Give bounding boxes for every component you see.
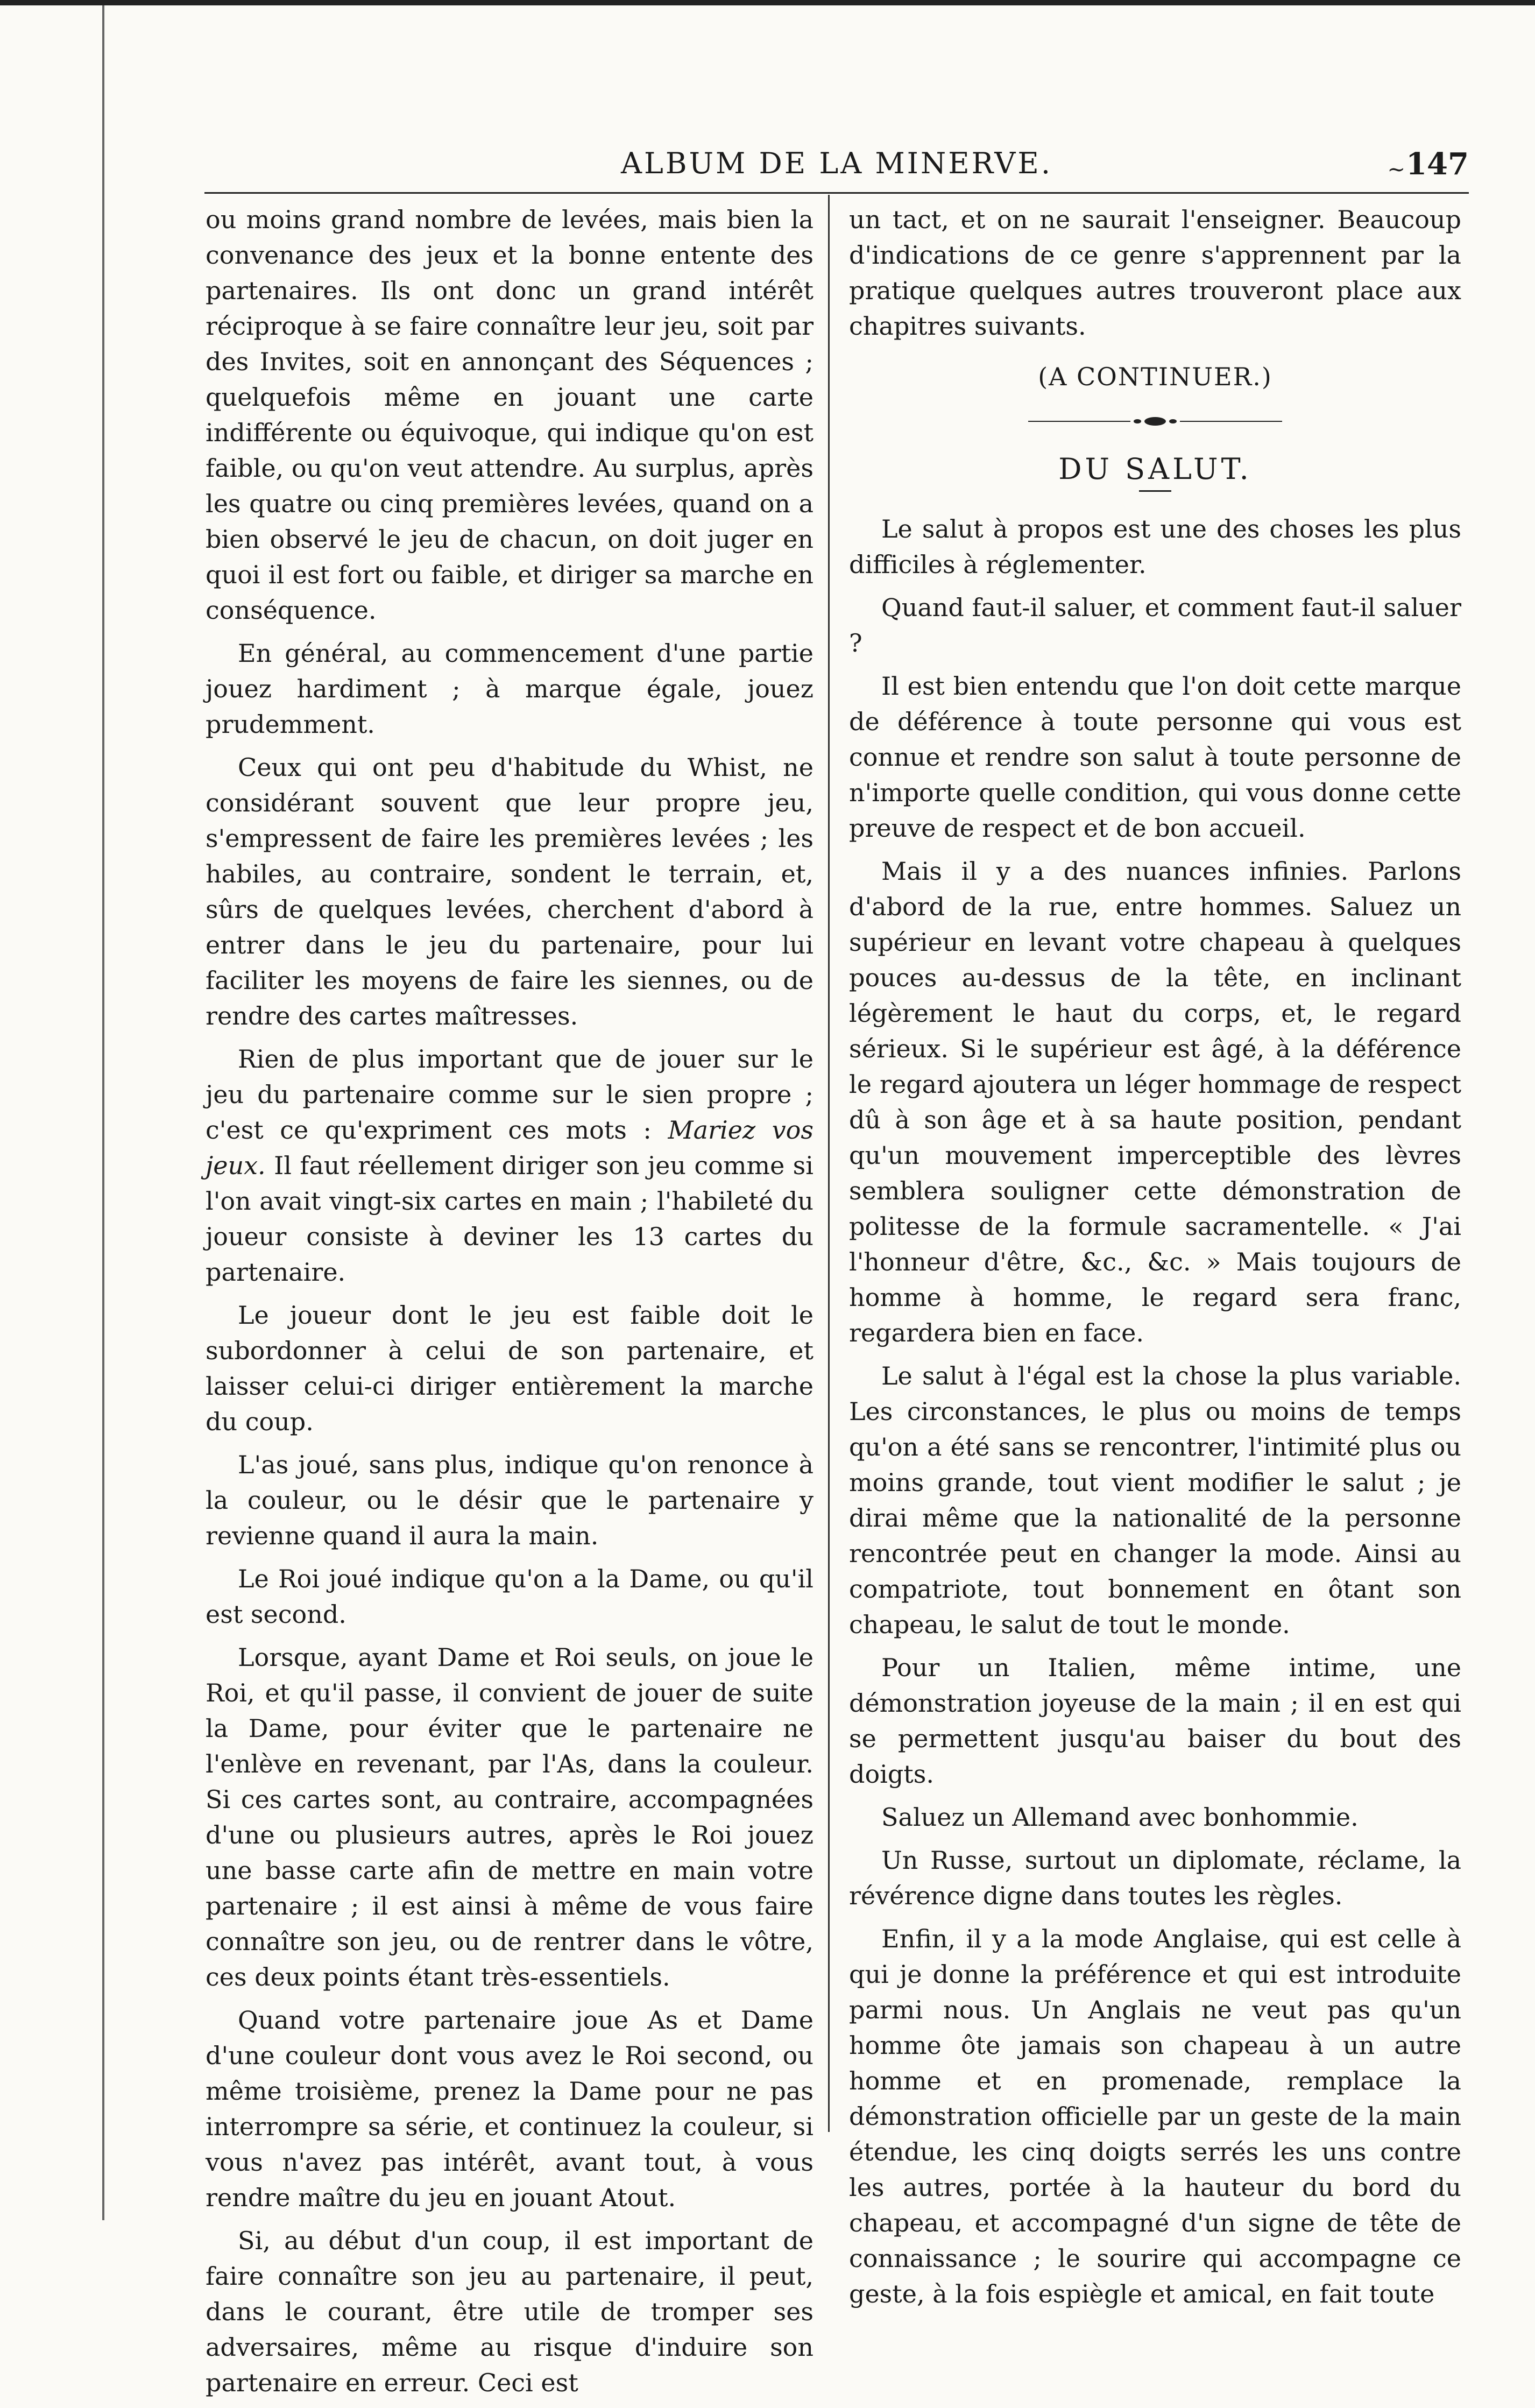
italic-phrase: Mariez vos jeux. xyxy=(206,1115,814,1180)
ornament-center xyxy=(1144,417,1166,426)
paragraph: Pour un Italien, même intime, une démonstration joyeuse de la main ; il en est qui se permettent jusqu'au baiser du bout des doigts. xyxy=(849,1653,1461,1789)
paragraph: Lorsque, ayant Dame et Roi seuls, on joue le Roi, et qu'il passe, il convient de jouer de suite la Dame, pour éviter que le partenaire ne l'enlève en revenant, par l'As, dans la couleur. Si ces cartes sont, au contraire, accompagnées d'une ou plusieurs autres, après le Roi jouez une basse carte afin de mettre en main votre partenaire ; il est ainsi à même de vous faire connaître son jeu, ou de rentrer dans le vôtre, ces deux points étant très-essentiels. xyxy=(206,1643,814,1992)
column-divider xyxy=(828,195,830,2132)
header-ornament: ~ xyxy=(1387,157,1405,182)
paragraph: L'as joué, sans plus, indique qu'on renonce à la couleur, ou le désir que le partenaire y revienne quand il aura la main. xyxy=(206,1450,814,1550)
ornament-line xyxy=(1180,421,1282,422)
paragraph: Le salut à propos est une des choses les plus difficiles à réglementer. xyxy=(849,514,1461,579)
paragraph: un tact, et on ne saurait l'enseigner. Beaucoup d'indications de ce genre s'apprennent par la pratique quelques autres trouveront place aux chapitres suivants. xyxy=(849,205,1461,341)
ornament-dot xyxy=(1169,419,1177,423)
paragraph: Quand votre partenaire joue As et Dame d'une couleur dont vous avez le Roi second, ou même troisième, prenez la Dame pour ne pas interrompre sa série, et continuez la couleur, si vous n'avez pas intérêt, avant tout, à vous rendre maître du jeu en jouant Atout. xyxy=(206,2006,814,2212)
header-rule xyxy=(204,192,1469,194)
paragraph: En général, au commencement d'une partie jouez hardiment ; à marque égale, jouez prudemment. xyxy=(206,639,814,739)
paragraph: Le salut à l'égal est la chose la plus variable. Les circonstances, le plus ou moins de temps qu'on a été sans se rencontrer, l'intimité plus ou moins grande, tout vient modifier le salut ; je dirai même que la nationalité de la personne rencontrée peut en changer la mode. Ainsi au compatriote, tout bonnement en ôtant son chapeau, le salut de tout le monde. xyxy=(849,1361,1461,1639)
page-left-edge xyxy=(102,5,104,2220)
paragraph: Il est bien entendu que l'on doit cette marque de déférence à toute personne qui vous est connue et rendre son salut à toute personne de n'importe quelle condition, qui vous donne cette preuve de respect et de bon accueil. xyxy=(849,672,1461,843)
to-be-continued-note: (A CONTINUER.) xyxy=(1038,362,1272,391)
paragraph: Si, au début d'un coup, il est important de faire connaître son jeu au partenaire, il peut, dans le courant, être utile de tromper ses adversaires, même au risque d'induire son partenaire en erreur. Ceci est xyxy=(206,2226,814,2397)
paragraph: Mais il y a des nuances infinies. Parlons d'abord de la rue, entre hommes. Saluez un supérieur en levant votre chapeau à quelques pouces au-dessus de la tête, en inclinant légèrement le haut du corps, et, le regard sérieux. Si le supérieur est âgé, à la déférence le regard ajoutera un léger hommage de respect dû à son âge et à sa haute position, pendant qu'un mouvement imperceptible des lèvres semblera souligner cette démonstration de politesse de la formule sacramentelle. « J'ai l'honneur d'être, &c., &c. » Mais toujours de homme à homme, le regard sera franc, regardera bien en face. xyxy=(849,857,1461,1347)
section-title: DU SALUT. xyxy=(1058,452,1252,486)
paragraph: Enfin, il y a la mode Anglaise, qui est celle à qui je donne la préférence et qui est introduite parmi nous. Un Anglais ne veut pas qu'un homme ôte jamais son chapeau à un autre homme et en promenade, remplace la démonstration officielle par un geste de la main étendue, les cinq doigts serrés les uns contre les autres, portée à la hauteur du bord du chapeau, et accompagné d'un signe de tête de connaissance ; le sourire qui accompagne ce geste, à la fois espiègle et amical, en fait toute xyxy=(849,1924,1461,2308)
paragraph: Un Russe, surtout un diplomate, réclame, la révérence digne dans toutes les règles. xyxy=(849,1846,1461,1910)
running-title: ALBUM DE LA MINERVE. xyxy=(620,146,1052,180)
right-column xyxy=(849,202,1461,2319)
paragraph-text: Il faut réellement diriger son jeu comme si l'on avait vingt-six cartes en main ; l'habileté du joueur consiste à deviner les 13 cartes du partenaire. xyxy=(206,1151,814,1287)
paragraph: Ceux qui ont peu d'habitude du Whist, ne considérant souvent que leur propre jeu, s'empressent de faire les premières levées ; les habiles, au contraire, sondent le terrain, et, sûrs de quelques levées, cherchent d'abord à entrer dans le jeu du partenaire, pour lui faciliter les moyens de faire les siennes, ou de rendre des cartes maîtresses. xyxy=(206,753,814,1030)
left-column xyxy=(206,202,814,2408)
ornament-dot xyxy=(1134,419,1141,423)
paragraph: ou moins grand nombre de levées, mais bien la convenance des jeux et la bonne entente des partenaires. Ils ont donc un grand intérêt réciproque à se faire connaître leur jeu, soit par des Invites, soit en annonçant des Séquences ; quelquefois même en jouant une carte indifférente ou équivoque, qui indique qu'on est faible, ou qu'on veut attendre. Au surplus, après les quatre ou cinq premières levées, quand on a bien observé le jeu de chacun, on doit juger en quoi il est fort ou faible, et diriger sa marche en conséquence. xyxy=(206,205,814,625)
paragraph: Saluez un Allemand avec bonhommie. xyxy=(881,1803,1359,1832)
paragraph: Le joueur dont le jeu est faible doit le subordonner à celui de son partenaire, et laisser celui-ci diriger entièrement la marche du coup. xyxy=(206,1301,814,1436)
paragraph xyxy=(206,1041,814,1290)
paragraph: Le Roi joué indique qu'on a la Dame, ou qu'il est second. xyxy=(206,1564,814,1629)
ornament-line xyxy=(1028,421,1130,422)
section-ornament xyxy=(849,411,1461,432)
running-header xyxy=(204,146,1469,195)
title-rule xyxy=(1139,490,1171,492)
page-top-edge xyxy=(0,0,1535,5)
paragraph-text: Rien de plus important que de jouer sur le jeu du partenaire comme sur le sien propre ; c'est ce qu'expriment ces mots : xyxy=(206,1044,814,1145)
page-number: 147 xyxy=(1406,146,1469,182)
paragraph: Quand faut-il saluer, et comment faut-il saluer ? xyxy=(849,593,1461,658)
